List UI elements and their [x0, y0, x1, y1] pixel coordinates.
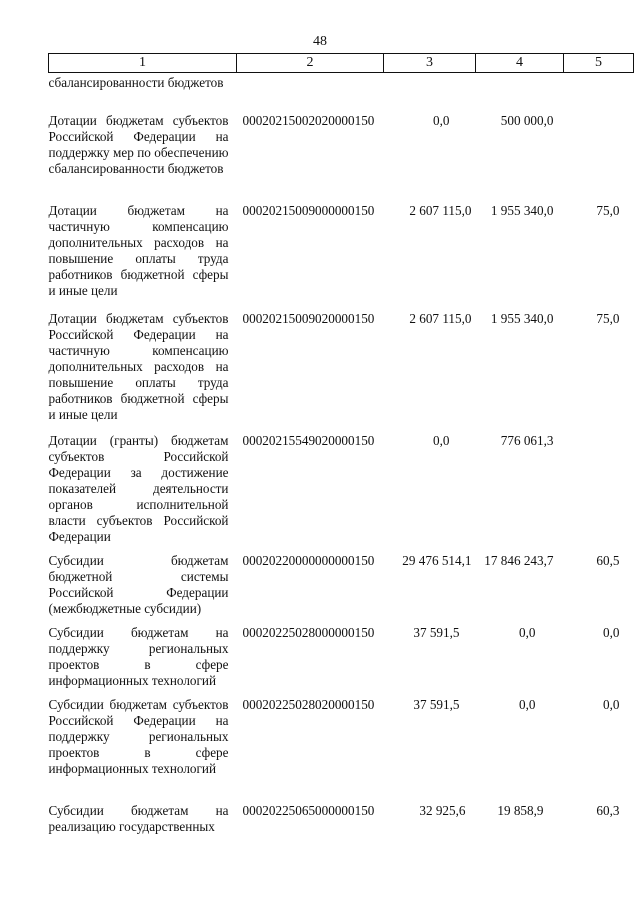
row-code: 00020215009000000150 — [242, 202, 375, 218]
row-code: 00020215002020000150 — [242, 112, 375, 128]
table-row — [49, 201, 634, 309]
row-code: 00020220000000000150 — [242, 552, 375, 568]
row-value-5 — [564, 73, 634, 111]
row-value-5: 0,0 — [603, 696, 620, 712]
row-name: Дотации бюджетам субъектов Российской Федерации на поддержку мер по обеспечению сбалансированности бюджетов — [48, 112, 229, 176]
row-value-4: 0,0 — [519, 696, 536, 712]
row-value-3: 0,0 — [433, 112, 450, 128]
row-code: 00020225028020000150 — [242, 696, 375, 712]
column-header-2: 2 — [237, 54, 384, 73]
row-value-3: 32 925,6 — [419, 802, 466, 818]
row-code: 00020215549020000150 — [242, 432, 375, 448]
row-value-3: 37 591,5 — [413, 624, 460, 640]
row-name: Субсидии бюджетам субъектов Российской Федерации на поддержку региональных проектов в сфере информационных технологий — [48, 696, 229, 776]
page-number: 48 — [313, 34, 327, 49]
row-value-3: 2 607 115,0 — [409, 202, 472, 218]
row-name: Субсидии бюджетам бюджетной системы Российской Федерации (межбюджетные субсидии) — [48, 552, 229, 616]
column-header-4: 4 — [476, 54, 564, 73]
row-value-4: 776 061,3 — [500, 432, 554, 448]
row-name: сбалансированности бюджетов — [48, 75, 224, 90]
row-value-3: 29 476 514,1 — [402, 552, 472, 568]
row-name: Дотации бюджетам на частичную компенсацию дополнительных расходов на повышение оплаты труда работников бюджетной сферы и иные цели — [48, 202, 229, 298]
table-header-row — [49, 54, 634, 73]
row-value-5: 75,0 — [596, 202, 620, 218]
table-row — [49, 309, 634, 431]
row-code — [237, 73, 384, 111]
column-header-5: 5 — [564, 54, 634, 73]
table-row — [49, 801, 634, 837]
row-name: Дотации (гранты) бюджетам субъектов Российской Федерации за достижение показателей деятельности органов исполнительной власти субъектов Российской Федерации — [48, 432, 229, 544]
row-value-4 — [476, 73, 564, 111]
row-value-4: 19 858,9 — [497, 802, 544, 818]
table-row — [49, 551, 634, 623]
row-value-4: 500 000,0 — [500, 112, 554, 128]
table-row — [49, 73, 634, 111]
row-name: Субсидии бюджетам на поддержку региональных проектов в сфере информационных технологий — [48, 624, 229, 688]
row-code: 00020225028000000150 — [242, 624, 375, 640]
column-header-3: 3 — [384, 54, 476, 73]
row-code: 00020215009020000150 — [242, 310, 375, 326]
row-value-3: 2 607 115,0 — [409, 310, 472, 326]
row-name: Субсидии бюджетам на реализацию государственных — [48, 802, 229, 834]
row-name: Дотации бюджетам субъектов Российской Федерации на частичную компенсацию дополнительных расходов на повышение оплаты труда работников бюджетной сферы и иные цели — [48, 310, 229, 422]
row-value-5 — [564, 431, 634, 551]
row-value-5 — [564, 111, 634, 201]
row-value-4: 0,0 — [519, 624, 536, 640]
row-value-4: 1 955 340,0 — [490, 202, 554, 218]
row-value-5: 75,0 — [596, 310, 620, 326]
row-value-5: 60,5 — [596, 552, 620, 568]
row-value-4: 17 846 243,7 — [484, 552, 554, 568]
column-header-1: 1 — [49, 54, 237, 73]
table-row — [49, 431, 634, 551]
row-value-4: 1 955 340,0 — [490, 310, 554, 326]
table-row — [49, 623, 634, 695]
table-row — [49, 111, 634, 201]
table-row — [49, 695, 634, 801]
budget-table — [48, 53, 634, 837]
row-code: 00020225065000000150 — [242, 802, 375, 818]
row-value-3 — [384, 73, 476, 111]
row-value-5: 0,0 — [603, 624, 620, 640]
row-value-3: 0,0 — [433, 432, 450, 448]
row-value-5: 60,3 — [596, 802, 620, 818]
row-value-3: 37 591,5 — [413, 696, 460, 712]
